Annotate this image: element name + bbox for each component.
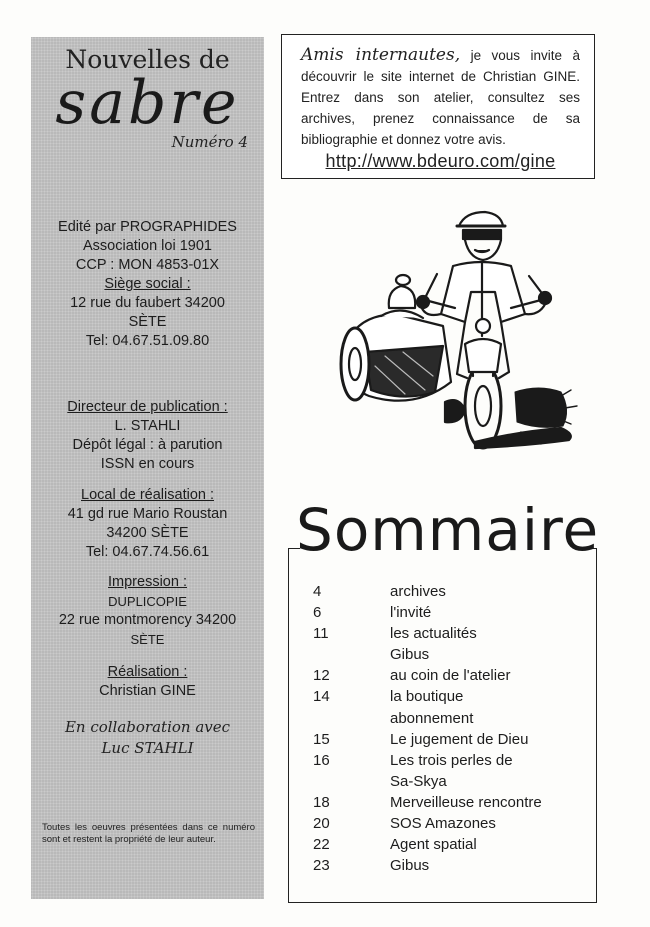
credits-panel (31, 37, 264, 899)
print-line: DUPLICOPIE (108, 594, 187, 609)
local-line: 41 gd rue Mario Roustan (67, 506, 228, 522)
toc-label: les actualités (390, 625, 477, 643)
toc-page: 14 (313, 688, 330, 706)
local-heading: Local de réalisation : (81, 487, 214, 503)
collab-line: En collaboration avec (64, 718, 231, 736)
publisher-block (31, 218, 264, 351)
toc-label: Les trois perles de (390, 751, 513, 769)
publisher-line: CCP : MON 4853-01X (75, 257, 220, 273)
fine-print: Toutes les oeuvres présentées dans ce numéro sont et restent la propriété de leur auteur. (42, 822, 255, 845)
toc-page: 11 (313, 625, 329, 643)
toc-row[interactable] (300, 644, 590, 665)
toc-label: Gibus (390, 646, 430, 664)
table-of-contents (300, 581, 590, 876)
toc-label: l'invité (390, 604, 432, 622)
toc-page: 20 (313, 815, 330, 833)
toc-row[interactable] (300, 750, 590, 771)
seat-heading: Siège social : (104, 276, 191, 292)
toc-page: 15 (313, 730, 330, 748)
made-block (31, 663, 264, 701)
seat-line: 12 rue du faubert 34200 (70, 295, 225, 311)
seat-line: Tel: 04.67.51.09.80 (85, 333, 210, 349)
toc-row[interactable] (300, 686, 590, 707)
internet-text: je vous invite à découvrir le site internet de Christian GINE. Entrez dans son atelier, consultez ses archives, prenez connaissance de sa bibliographie et donnez votre avis. (301, 48, 580, 147)
local-block (31, 486, 264, 562)
toc-page: 22 (313, 836, 330, 854)
toc-label: au coin de l'atelier (390, 667, 511, 685)
publisher-line: Association loi 1901 (83, 238, 212, 254)
director-line: Dépôt légal : à parution (72, 437, 223, 453)
collaboration-block (31, 717, 264, 759)
toc-label: abonnement (390, 709, 474, 727)
toc-page (300, 771, 390, 792)
masthead-line1: Nouvelles de (65, 45, 230, 74)
director-line: L. STAHLI (114, 418, 181, 434)
motorcycle-sidecar-illustration (325, 196, 585, 458)
toc-page: 16 (313, 751, 330, 769)
internet-box (281, 34, 595, 179)
toc-page: 6 (313, 604, 322, 622)
toc-row[interactable] (300, 623, 590, 644)
toc-row[interactable] (300, 729, 590, 750)
print-block (31, 573, 264, 649)
director-block (31, 398, 264, 474)
toc-row[interactable] (300, 813, 590, 834)
toc-row[interactable] (300, 665, 590, 686)
seat-line: SÈTE (128, 314, 167, 330)
toc-label: Le jugement de Dieu (390, 730, 529, 748)
toc-page (300, 708, 390, 729)
toc-row[interactable] (300, 834, 590, 855)
issue-number: Numéro 4 (171, 133, 248, 151)
collab-line: Luc STAHLI (101, 739, 194, 757)
local-line: 34200 SÈTE (106, 525, 189, 541)
toc-page (300, 644, 390, 665)
local-line: Tel: 04.67.74.56.61 (85, 544, 210, 560)
toc-row[interactable] (300, 855, 590, 876)
toc-label: Agent spatial (390, 836, 477, 854)
sommaire-title: Sommaire (296, 496, 600, 564)
director-heading: Directeur de publication : (67, 399, 228, 415)
toc-label: Gibus (390, 857, 430, 875)
website-link[interactable]: http://www.bdeuro.com/gine (325, 151, 556, 171)
print-heading: Impression : (108, 574, 187, 590)
toc-label: Merveilleuse rencontre (390, 793, 542, 811)
toc-page: 18 (313, 793, 330, 811)
toc-row[interactable] (300, 581, 590, 602)
internet-lead: Amis internautes, (301, 45, 461, 65)
toc-row[interactable] (300, 708, 590, 729)
made-line: Christian GINE (99, 683, 196, 699)
made-heading: Réalisation : (107, 664, 188, 680)
toc-page: 23 (313, 857, 330, 875)
toc-label: la boutique (390, 688, 464, 706)
print-line: SÈTE (130, 632, 165, 647)
toc-page: 4 (313, 583, 322, 600)
toc-label: SOS Amazones (390, 815, 496, 833)
toc-row[interactable] (300, 771, 590, 792)
toc-label: archives (390, 583, 446, 600)
toc-label: Sa-Skya (390, 772, 447, 790)
toc-row[interactable] (300, 792, 590, 813)
toc-page: 12 (313, 667, 330, 685)
publisher-line: Edité par PROGRAPHIDES (58, 219, 237, 235)
toc-row[interactable] (300, 602, 590, 623)
director-line: ISSN en cours (100, 456, 195, 472)
masthead-title: sabre (55, 68, 240, 138)
print-line: 22 rue montmorency 34200 (58, 612, 237, 628)
